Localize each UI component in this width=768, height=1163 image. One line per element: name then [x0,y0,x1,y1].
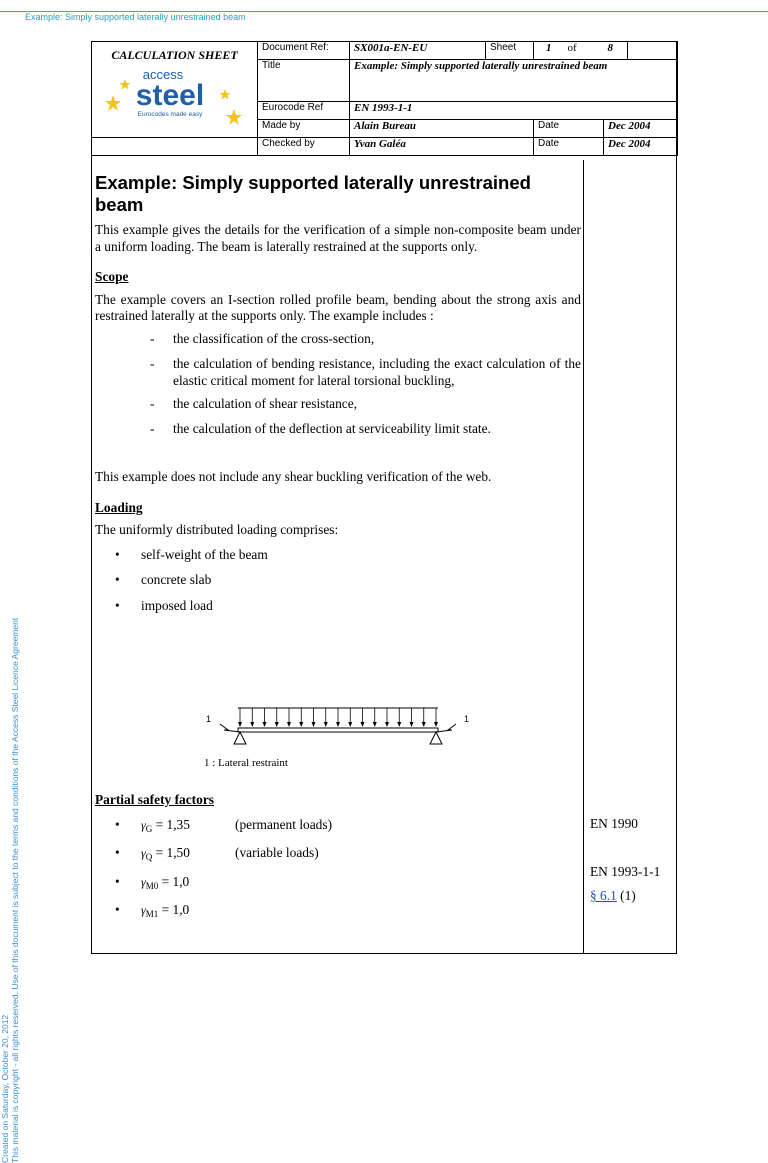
clause-link[interactable]: § 6.1 [590,888,617,903]
partial-factors-heading: Partial safety factors [95,792,214,807]
gamma-symbol: γ [141,903,146,917]
logo-tagline: Eurocodes made easy [137,111,202,118]
factor-expression [141,817,235,838]
header-empty-cell [628,42,678,60]
eurocode-ref-label: Eurocode Ref [258,102,350,120]
loading-heading: Loading [95,499,143,515]
bullet-marker: • [115,816,120,832]
load-arrow-head [410,722,414,727]
sheet-of-label: of [564,42,604,60]
scope-paragraph: The example covers an I-section rolled profile beam, bending about the strong axis and restrained laterally at the supports only. The example includes : [95,291,581,323]
page-title: Example: Simply supported laterally unrestrained beam [95,172,531,215]
partial-factors-list [95,817,581,923]
load-arrow-head [263,722,267,727]
load-arrow-head [336,722,340,727]
title-label: Title [258,60,350,102]
load-arrow-head [275,722,279,727]
factor-note: (permanent loads) [235,816,333,832]
list-item [95,421,581,438]
logo-cell-bottom [92,138,258,156]
star-icon [105,95,121,111]
sheet-total: 8 [604,42,628,60]
diagram-caption: 1 : Lateral restraint [204,757,288,769]
dash-marker: - [150,396,155,411]
list-item-text: the calculation of shear resistance, [173,396,358,411]
list-item [95,598,581,615]
logo-access-text: access [142,67,183,82]
load-arrows [238,708,438,727]
factor-value: = 1,35 [155,816,190,832]
list-item-text: the classification of the cross-section, [173,330,375,346]
dash-marker: - [150,356,155,371]
checked-date-label: Date [534,138,604,156]
sheet-number: 1 [534,42,564,60]
bullet-marker: • [115,597,120,613]
bullet-marker: • [115,572,120,587]
logo-graphic [105,65,245,127]
eurocode-ref-value: EN 1993-1-1 [350,102,678,120]
factor-note: (variable loads) [235,845,319,860]
document-body [95,172,581,614]
margin-ref-en1990: EN 1990 [590,816,638,831]
beam-diagram-graphic [200,700,490,760]
left-restraint-icon [220,724,240,732]
list-item-text: the calculation of the deflection at serviceability limit state. [173,420,491,436]
calculation-header [91,41,678,156]
gamma-symbol: γ [141,874,146,889]
load-arrow-head [422,722,426,727]
watermark-date: Created on Saturday, October 20, 2012 [0,1014,10,1163]
star-icon [219,89,230,100]
factor-subscript: G [145,823,153,834]
header-logo-cell [92,42,258,138]
gamma-symbol: γ [141,817,146,832]
list-item [95,572,581,589]
load-arrow-head [397,722,401,727]
bullet-marker: • [115,902,120,917]
copyright-watermark [0,263,20,1163]
gamma-symbol: γ [141,846,146,860]
load-arrow-head [434,722,438,727]
list-item-text: the calculation of bending resistance, including the exact calculation of the elastic critical moment for lateral torsional buckling, [173,356,581,388]
list-item [95,356,581,389]
star-icon [226,109,242,125]
right-support-icon [430,732,442,744]
intro-paragraph: This example gives the details for the verification of a simple non-composite beam under a uniform loading. The beam is laterally restrained at the supports only. [95,222,581,254]
load-arrow-head [312,722,316,727]
loading-list [95,547,581,615]
doc-ref-value: SX001a-EN-EU [350,42,486,60]
factor-row [95,817,581,838]
load-arrow-head [385,722,389,727]
running-header: Example: Simply supported laterally unrestrained beam [25,12,246,22]
margin-ref-clause [590,888,636,904]
made-by-label: Made by [258,120,350,138]
made-by-value: Alain Bureau [350,120,534,138]
made-date-value: Dec 2004 [604,120,678,138]
made-date-label: Date [534,120,604,138]
factor-expression [141,902,235,923]
left-restraint-label: 1 [206,714,212,724]
factor-value: = 1,0 [161,902,190,917]
factor-expression [141,874,235,895]
doc-ref-label: Document Ref: [258,42,350,60]
checked-by-value: Yvan Galéa [350,138,534,156]
scope-list [95,331,581,438]
factor-expression [141,845,235,866]
factor-row [95,845,581,866]
title-value: Example: Simply supported laterally unrestrained beam [350,60,678,102]
margin-ref-en1993: EN 1993-1-1 [590,864,661,879]
dash-marker: - [150,330,155,346]
shear-note: This example does not include any shear buckling verification of the web. [95,469,492,484]
list-item-text: imposed load [141,597,213,613]
star-icon [119,79,130,90]
loading-paragraph: The uniformly distributed loading comprises: [95,522,339,537]
checked-date-value: Dec 2004 [604,138,678,156]
margin-column-divider [583,160,584,954]
dash-marker: - [150,420,155,436]
load-arrow-head [287,722,291,727]
load-arrow-head [238,722,242,727]
factor-value: = 1,0 [161,873,190,889]
load-arrow-head [299,722,303,727]
list-item-text: self-weight of the beam [141,546,268,562]
factor-value: = 1,50 [155,845,190,860]
factor-subscript: Q [145,852,153,862]
beam-load-diagram [200,700,490,780]
access-steel-logo [105,65,245,125]
bullet-marker: • [115,546,120,562]
load-arrow-head [373,722,377,727]
load-arrow-head [348,722,352,727]
checked-by-label: Checked by [258,138,350,156]
left-support-icon [234,732,246,744]
calculation-sheet-label: CALCULATION SHEET [111,48,238,62]
list-item [95,547,581,564]
list-item [95,396,581,413]
bullet-marker: • [115,873,120,889]
list-item-text: concrete slab [141,572,212,587]
scope-heading: Scope [95,269,129,284]
load-arrow-head [324,722,328,727]
factor-subscript: M1 [145,909,159,919]
list-item [95,331,581,348]
right-restraint-icon [436,724,456,732]
clause-suffix: (1) [620,888,636,903]
beam [238,728,438,732]
watermark-notice: This material is copyright - all rights reserved. Use of this document is subject to the terms and conditions of the Access Steel Licence Agreement [10,617,20,1163]
bullet-marker: • [115,845,120,860]
factor-row [95,902,581,923]
logo-steel-text: steel [135,79,204,112]
load-arrow-head [250,722,254,727]
factor-row [95,874,581,895]
factor-subscript: M0 [145,880,159,891]
load-arrow-head [361,722,365,727]
partial-factors-section [95,792,581,923]
sheet-label: Sheet [486,42,534,60]
right-restraint-label: 1 [464,714,470,724]
